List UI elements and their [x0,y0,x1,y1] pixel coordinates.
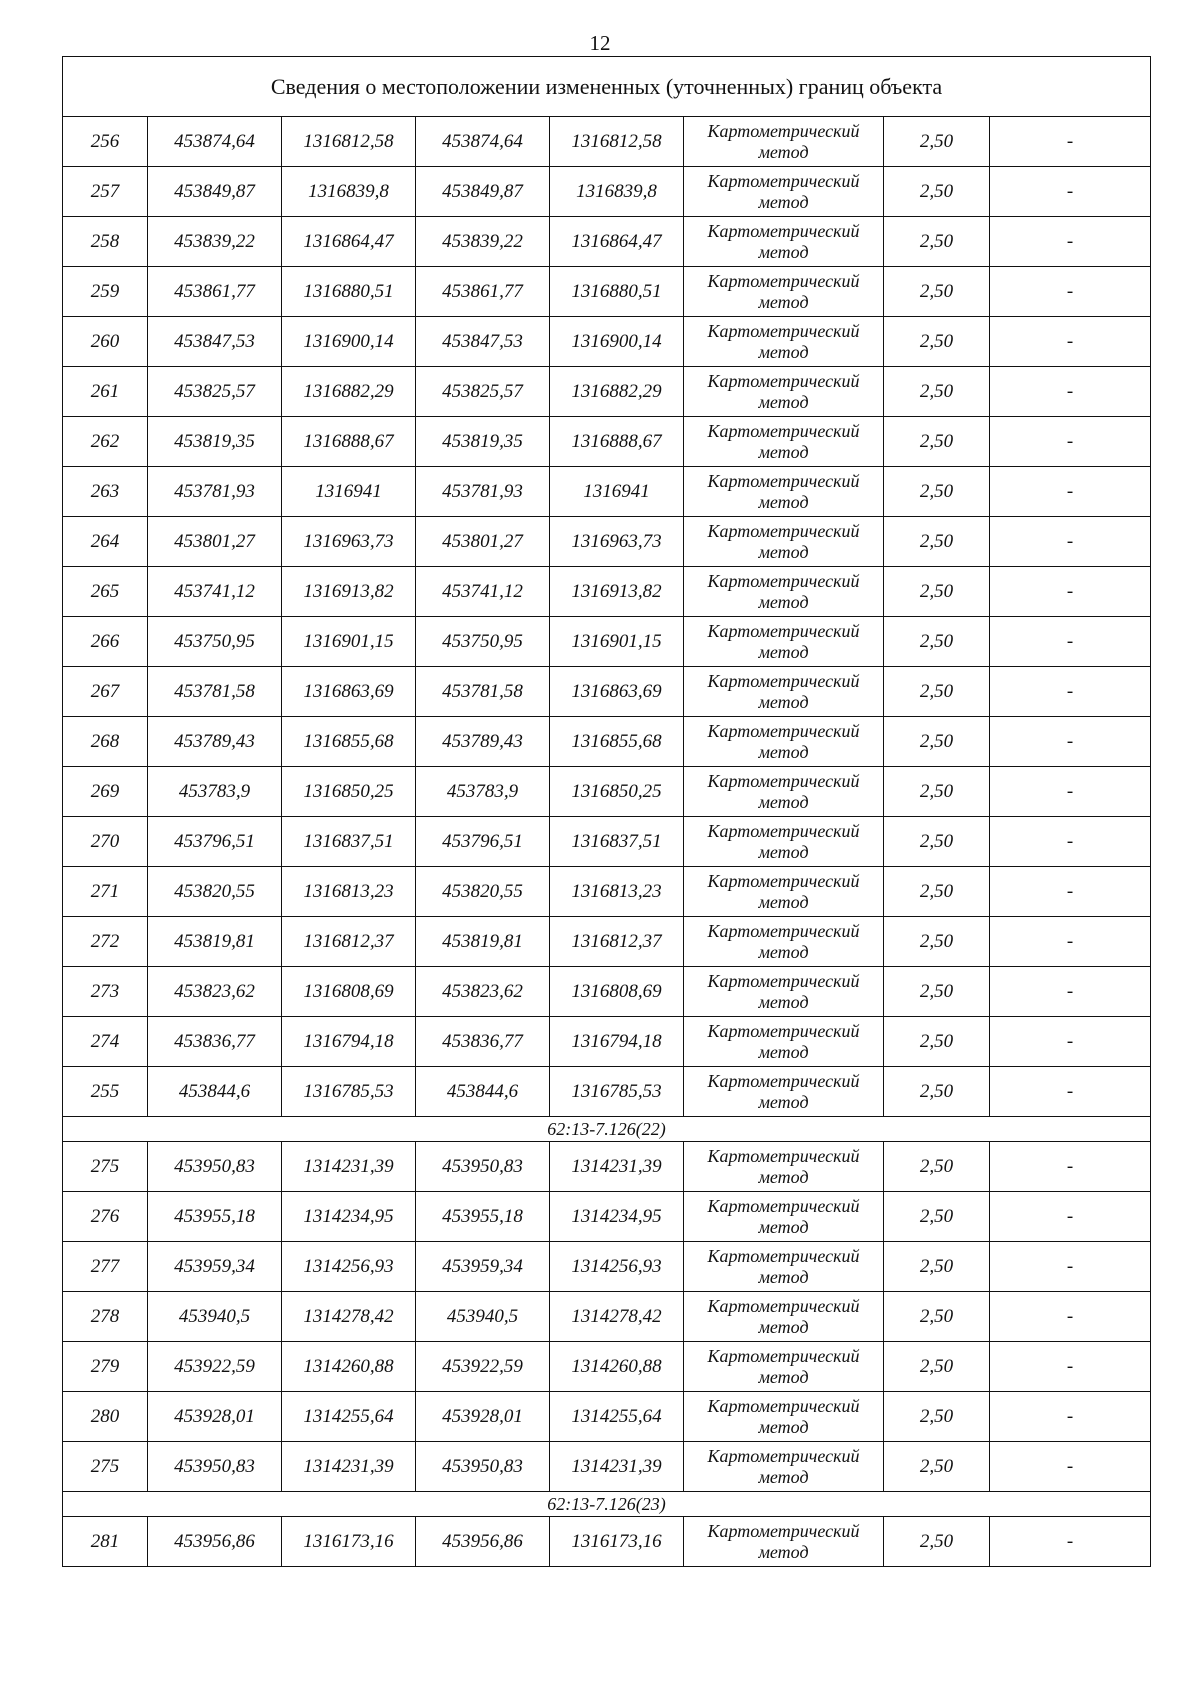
method-cell: Картометрический метод [684,517,884,567]
y-refined-cell: 1316794,18 [550,1017,684,1067]
point-number-cell: 273 [63,967,148,1017]
table-title: Сведения о местоположении измененных (уточненных) границ объекта [63,57,1151,117]
point-number-cell: 261 [63,367,148,417]
note-cell: - [990,717,1151,767]
y-refined-cell: 1316913,82 [550,567,684,617]
point-number-cell: 260 [63,317,148,367]
note-cell: - [990,117,1151,167]
y-existing-cell: 1316173,16 [282,1517,416,1567]
accuracy-cell: 2,50 [884,617,990,667]
note-cell: - [990,517,1151,567]
x-refined-cell: 453922,59 [416,1342,550,1392]
x-refined-cell: 453819,35 [416,417,550,467]
y-existing-cell: 1316963,73 [282,517,416,567]
note-cell: - [990,667,1151,717]
y-refined-cell: 1314234,95 [550,1192,684,1242]
note-cell: - [990,317,1151,367]
method-cell: Картометрический метод [684,667,884,717]
note-cell: - [990,167,1151,217]
x-existing-cell: 453750,95 [148,617,282,667]
boundary-coordinates-table [62,56,1151,1567]
method-cell: Картометрический метод [684,1242,884,1292]
y-existing-cell: 1316813,23 [282,867,416,917]
x-refined-cell: 453796,51 [416,817,550,867]
x-refined-cell: 453783,9 [416,767,550,817]
x-existing-cell: 453781,58 [148,667,282,717]
x-existing-cell: 453955,18 [148,1192,282,1242]
y-refined-cell: 1316901,15 [550,617,684,667]
y-existing-cell: 1316808,69 [282,967,416,1017]
x-existing-cell: 453874,64 [148,117,282,167]
y-refined-cell: 1316850,25 [550,767,684,817]
method-cell: Картометрический метод [684,117,884,167]
point-number-cell: 280 [63,1392,148,1442]
x-existing-cell: 453922,59 [148,1342,282,1392]
accuracy-cell: 2,50 [884,267,990,317]
y-refined-cell: 1314231,39 [550,1142,684,1192]
y-refined-cell: 1316839,8 [550,167,684,217]
point-number-cell: 279 [63,1342,148,1392]
table-row [63,117,1151,167]
x-existing-cell: 453741,12 [148,567,282,617]
method-cell: Картометрический метод [684,817,884,867]
point-number-cell: 255 [63,1067,148,1117]
point-number-cell: 277 [63,1242,148,1292]
page-number: 12 [589,31,611,55]
y-refined-cell: 1316812,58 [550,117,684,167]
x-existing-cell: 453836,77 [148,1017,282,1067]
x-refined-cell: 453874,64 [416,117,550,167]
x-existing-cell: 453796,51 [148,817,282,867]
y-refined-cell: 1314231,39 [550,1442,684,1492]
accuracy-cell: 2,50 [884,1142,990,1192]
point-number-cell: 264 [63,517,148,567]
y-existing-cell: 1316880,51 [282,267,416,317]
y-refined-cell: 1316785,53 [550,1067,684,1117]
x-refined-cell: 453956,86 [416,1517,550,1567]
table-row [63,1017,1151,1067]
point-number-cell: 262 [63,417,148,467]
method-cell: Картометрический метод [684,1442,884,1492]
note-cell: - [990,367,1151,417]
y-existing-cell: 1314231,39 [282,1442,416,1492]
y-refined-cell: 1316855,68 [550,717,684,767]
note-cell: - [990,767,1151,817]
point-number-cell: 258 [63,217,148,267]
method-cell: Картометрический метод [684,867,884,917]
accuracy-cell: 2,50 [884,217,990,267]
table-row [63,717,1151,767]
y-refined-cell: 1316900,14 [550,317,684,367]
x-existing-cell: 453847,53 [148,317,282,367]
method-cell: Картометрический метод [684,1517,884,1567]
table-row [63,667,1151,717]
y-existing-cell: 1316913,82 [282,567,416,617]
x-refined-cell: 453819,81 [416,917,550,967]
x-existing-cell: 453959,34 [148,1242,282,1292]
note-cell: - [990,567,1151,617]
table-row [63,817,1151,867]
note-cell: - [990,1142,1151,1192]
accuracy-cell: 2,50 [884,767,990,817]
note-cell: - [990,1342,1151,1392]
y-existing-cell: 1316855,68 [282,717,416,767]
point-number-cell: 263 [63,467,148,517]
note-cell: - [990,917,1151,967]
y-refined-cell: 1316963,73 [550,517,684,567]
table-row [63,1392,1151,1442]
method-cell: Картометрический метод [684,1017,884,1067]
accuracy-cell: 2,50 [884,467,990,517]
method-cell: Картометрический метод [684,1142,884,1192]
point-number-cell: 256 [63,117,148,167]
x-existing-cell: 453801,27 [148,517,282,567]
accuracy-cell: 2,50 [884,1517,990,1567]
method-cell: Картометрический метод [684,917,884,967]
y-existing-cell: 1316900,14 [282,317,416,367]
x-refined-cell: 453928,01 [416,1392,550,1442]
section-header-row [63,1492,1151,1517]
x-existing-cell: 453861,77 [148,267,282,317]
y-existing-cell: 1316850,25 [282,767,416,817]
x-refined-cell: 453825,57 [416,367,550,417]
method-cell: Картометрический метод [684,567,884,617]
note-cell: - [990,1192,1151,1242]
y-existing-cell: 1314256,93 [282,1242,416,1292]
x-refined-cell: 453940,5 [416,1292,550,1342]
note-cell: - [990,1017,1151,1067]
accuracy-cell: 2,50 [884,967,990,1017]
point-number-cell: 257 [63,167,148,217]
y-refined-cell: 1316173,16 [550,1517,684,1567]
y-refined-cell: 1316941 [550,467,684,517]
table-row [63,1242,1151,1292]
x-refined-cell: 453789,43 [416,717,550,767]
note-cell: - [990,967,1151,1017]
method-cell: Картометрический метод [684,367,884,417]
table-row [63,517,1151,567]
accuracy-cell: 2,50 [884,117,990,167]
table-row [63,917,1151,967]
x-refined-cell: 453741,12 [416,567,550,617]
point-number-cell: 265 [63,567,148,617]
point-number-cell: 274 [63,1017,148,1067]
y-refined-cell: 1316880,51 [550,267,684,317]
method-cell: Картометрический метод [684,967,884,1017]
method-cell: Картометрический метод [684,1192,884,1242]
x-refined-cell: 453959,34 [416,1242,550,1292]
point-number-cell: 259 [63,267,148,317]
point-number-cell: 272 [63,917,148,967]
note-cell: - [990,1292,1151,1342]
x-refined-cell: 453849,87 [416,167,550,217]
note-cell: - [990,1242,1151,1292]
x-refined-cell: 453836,77 [416,1017,550,1067]
method-cell: Картометрический метод [684,417,884,467]
y-refined-cell: 1316837,51 [550,817,684,867]
y-refined-cell: 1314256,93 [550,1242,684,1292]
accuracy-cell: 2,50 [884,567,990,617]
section-label: 62:13-7.126(22) [63,1117,1151,1142]
note-cell: - [990,417,1151,467]
table-row [63,1517,1151,1567]
method-cell: Картометрический метод [684,1292,884,1342]
table-row [63,617,1151,667]
table-row [63,867,1151,917]
y-refined-cell: 1314260,88 [550,1342,684,1392]
y-existing-cell: 1316863,69 [282,667,416,717]
note-cell: - [990,1067,1151,1117]
table-row [63,367,1151,417]
y-existing-cell: 1316794,18 [282,1017,416,1067]
x-existing-cell: 453956,86 [148,1517,282,1567]
x-refined-cell: 453801,27 [416,517,550,567]
table-row [63,267,1151,317]
note-cell: - [990,267,1151,317]
method-cell: Картометрический метод [684,617,884,667]
x-existing-cell: 453781,93 [148,467,282,517]
x-existing-cell: 453928,01 [148,1392,282,1442]
y-existing-cell: 1316812,37 [282,917,416,967]
method-cell: Картометрический метод [684,1392,884,1442]
y-existing-cell: 1314234,95 [282,1192,416,1242]
point-number-cell: 268 [63,717,148,767]
method-cell: Картометрический метод [684,1342,884,1392]
accuracy-cell: 2,50 [884,1017,990,1067]
y-refined-cell: 1316863,69 [550,667,684,717]
x-refined-cell: 453861,77 [416,267,550,317]
accuracy-cell: 2,50 [884,717,990,767]
table-row [63,1192,1151,1242]
y-existing-cell: 1316837,51 [282,817,416,867]
x-existing-cell: 453789,43 [148,717,282,767]
x-existing-cell: 453820,55 [148,867,282,917]
y-existing-cell: 1314255,64 [282,1392,416,1442]
x-refined-cell: 453955,18 [416,1192,550,1242]
table-row [63,1342,1151,1392]
note-cell: - [990,217,1151,267]
point-number-cell: 266 [63,617,148,667]
table-row [63,1067,1151,1117]
x-refined-cell: 453844,6 [416,1067,550,1117]
accuracy-cell: 2,50 [884,317,990,367]
x-existing-cell: 453819,81 [148,917,282,967]
point-number-cell: 278 [63,1292,148,1342]
accuracy-cell: 2,50 [884,167,990,217]
y-refined-cell: 1316864,47 [550,217,684,267]
note-cell: - [990,1517,1151,1567]
accuracy-cell: 2,50 [884,1192,990,1242]
x-refined-cell: 453950,83 [416,1142,550,1192]
x-refined-cell: 453750,95 [416,617,550,667]
y-existing-cell: 1314278,42 [282,1292,416,1342]
accuracy-cell: 2,50 [884,817,990,867]
y-existing-cell: 1316888,67 [282,417,416,467]
y-existing-cell: 1314231,39 [282,1142,416,1192]
accuracy-cell: 2,50 [884,867,990,917]
point-number-cell: 275 [63,1142,148,1192]
y-existing-cell: 1316839,8 [282,167,416,217]
x-existing-cell: 453950,83 [148,1142,282,1192]
y-existing-cell: 1316864,47 [282,217,416,267]
accuracy-cell: 2,50 [884,667,990,717]
table-row [63,967,1151,1017]
x-existing-cell: 453819,35 [148,417,282,467]
x-refined-cell: 453820,55 [416,867,550,917]
x-refined-cell: 453781,93 [416,467,550,517]
accuracy-cell: 2,50 [884,1242,990,1292]
table-row [63,1292,1151,1342]
method-cell: Картометрический метод [684,767,884,817]
y-existing-cell: 1316941 [282,467,416,517]
table-row [63,417,1151,467]
method-cell: Картометрический метод [684,467,884,517]
point-number-cell: 271 [63,867,148,917]
method-cell: Картометрический метод [684,1067,884,1117]
y-refined-cell: 1316882,29 [550,367,684,417]
x-existing-cell: 453849,87 [148,167,282,217]
x-existing-cell: 453825,57 [148,367,282,417]
point-number-cell: 281 [63,1517,148,1567]
x-existing-cell: 453839,22 [148,217,282,267]
note-cell: - [990,1392,1151,1442]
note-cell: - [990,1442,1151,1492]
x-refined-cell: 453823,62 [416,967,550,1017]
y-existing-cell: 1316901,15 [282,617,416,667]
section-label: 62:13-7.126(23) [63,1492,1151,1517]
table-row [63,467,1151,517]
accuracy-cell: 2,50 [884,1442,990,1492]
note-cell: - [990,617,1151,667]
x-refined-cell: 453950,83 [416,1442,550,1492]
x-existing-cell: 453940,5 [148,1292,282,1342]
table-row [63,767,1151,817]
point-number-cell: 275 [63,1442,148,1492]
accuracy-cell: 2,50 [884,517,990,567]
x-refined-cell: 453847,53 [416,317,550,367]
accuracy-cell: 2,50 [884,417,990,467]
table-title-row [63,57,1151,117]
accuracy-cell: 2,50 [884,1392,990,1442]
method-cell: Картометрический метод [684,317,884,367]
x-existing-cell: 453783,9 [148,767,282,817]
table-row [63,567,1151,617]
y-refined-cell: 1316808,69 [550,967,684,1017]
x-existing-cell: 453950,83 [148,1442,282,1492]
table-row [63,217,1151,267]
table-row [63,1142,1151,1192]
table-row [63,317,1151,367]
y-refined-cell: 1316888,67 [550,417,684,467]
table-row [63,167,1151,217]
table-row [63,1442,1151,1492]
accuracy-cell: 2,50 [884,917,990,967]
y-existing-cell: 1316785,53 [282,1067,416,1117]
point-number-cell: 269 [63,767,148,817]
method-cell: Картометрический метод [684,717,884,767]
accuracy-cell: 2,50 [884,1067,990,1117]
note-cell: - [990,867,1151,917]
x-refined-cell: 453839,22 [416,217,550,267]
x-refined-cell: 453781,58 [416,667,550,717]
method-cell: Картометрический метод [684,217,884,267]
point-number-cell: 270 [63,817,148,867]
y-existing-cell: 1316882,29 [282,367,416,417]
y-existing-cell: 1316812,58 [282,117,416,167]
method-cell: Картометрический метод [684,267,884,317]
accuracy-cell: 2,50 [884,367,990,417]
note-cell: - [990,467,1151,517]
method-cell: Картометрический метод [684,167,884,217]
y-refined-cell: 1316812,37 [550,917,684,967]
y-refined-cell: 1314278,42 [550,1292,684,1342]
accuracy-cell: 2,50 [884,1292,990,1342]
y-refined-cell: 1316813,23 [550,867,684,917]
accuracy-cell: 2,50 [884,1342,990,1392]
point-number-cell: 276 [63,1192,148,1242]
x-existing-cell: 453844,6 [148,1067,282,1117]
section-header-row [63,1117,1151,1142]
y-existing-cell: 1314260,88 [282,1342,416,1392]
x-existing-cell: 453823,62 [148,967,282,1017]
note-cell: - [990,817,1151,867]
y-refined-cell: 1314255,64 [550,1392,684,1442]
point-number-cell: 267 [63,667,148,717]
